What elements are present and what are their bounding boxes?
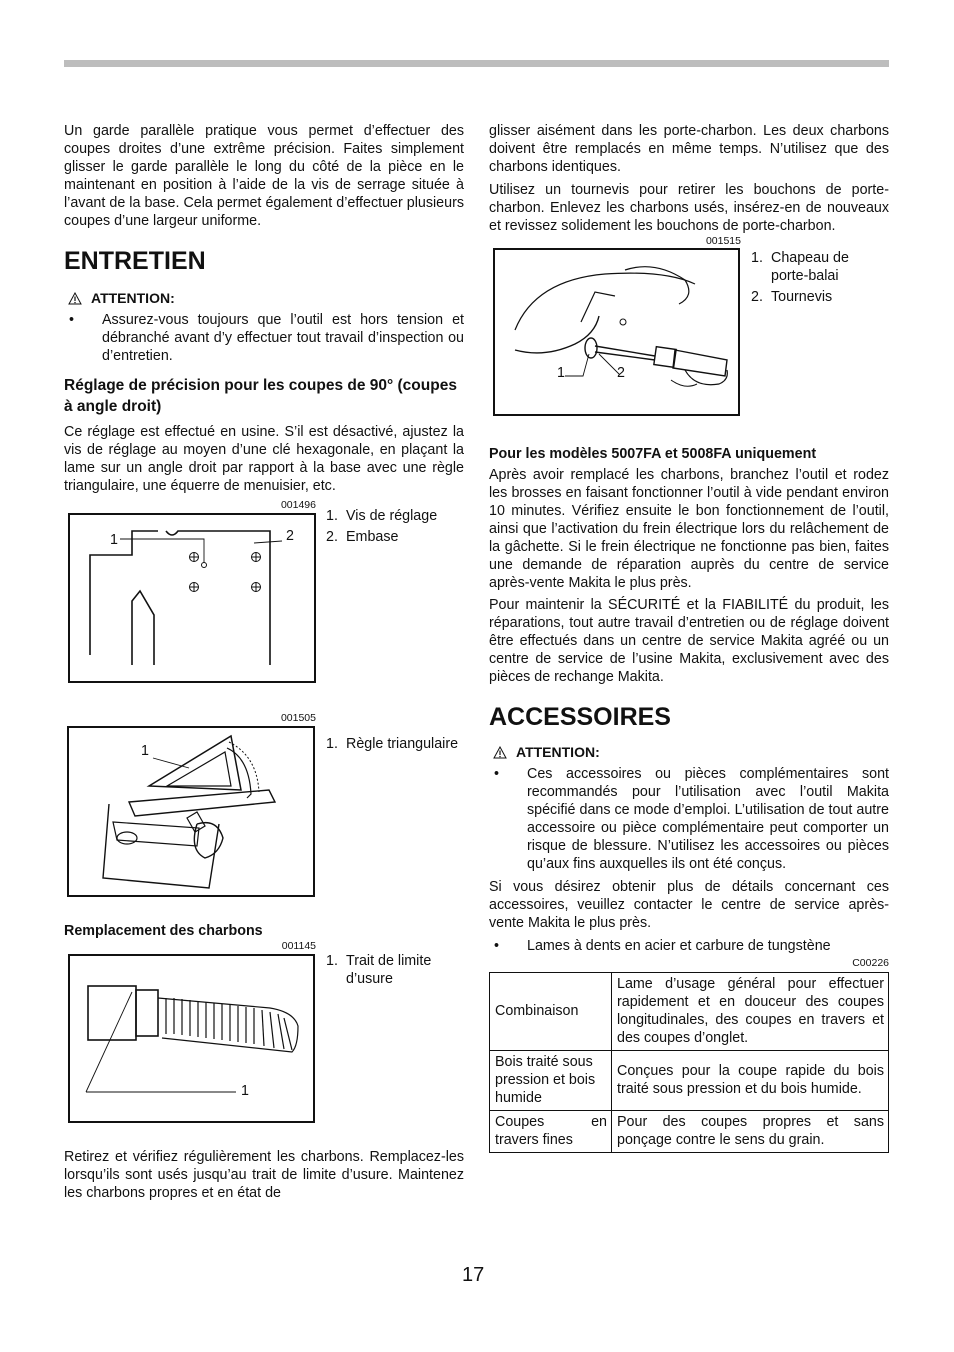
accessoires-heading: ACCESSOIRES [489,703,671,731]
charbons-heading: Remplacement des charbons [64,923,263,939]
figure-3-block [64,940,464,1128]
attention-bullet: • Ces accessoires ou pièces complémentaires sont recommandés pour l’utilisation avec l’outil Makita spécifié dans ce mode d’emploi. L’utilisation de tout autre accessoire ou pièce complémentaire peut comporter un risque de blessure. N’utilisez les accessoires ou pièces qu’aux fins auxquelles ils ont été conçus. [494,766,889,872]
legend-item: 1. Trait de limite d’usure [326,953,432,987]
legend-item: 1. Règle triangulaire [326,736,459,752]
legend-item: 2. Tournevis [751,289,833,305]
entretien-heading: ENTRETIEN [64,247,206,275]
table-cell-desc: Lame d’usage général pour effectuer rapidement et en douceur des coupes longitudinales, des coupes en travers et des coupes d’onglet. [612,973,889,1051]
figure-4-legend [751,249,891,306]
figure-4-brush-cap [493,248,740,416]
models-paragraph: Après avoir remplacé les charbons, branchez l’outil et rodez les brosses en faisant fonctionner l’outil à vide pendant environ 10 minutes. Vérifiez ensuite le bon fonctionnement de l’outil, ainsi que l’activation du frein électrique lors du relâchement de la gâchette. Si le frein électrique ne fonctionne pas bien, faites une demande de réparation auprès du centre de service après-vente Makita le plus près. [489,467,889,591]
charbons-paragraph: Retirez et vérifiez régulièrement les charbons. Remplacez-les lorsqu’ils sont usés jusqu’au trait de limite d’usure. Maintenez les charbons propres et en état de [64,1149,464,1201]
intro-paragraph: Un garde parallèle pratique vous permet d’effectuer des coupes droites d’une extrême précision. Faites simplement glisser le garde parallèle le long du côté de la pièce en le maintenant en position à l’aide de la vis de serrage située à l’avant de la base. Cela permet également d’effectuer plusieurs coupes d’une largeur uniforme. [64,123,464,229]
callout-2: 2 [617,365,625,381]
callout-2: 2 [286,528,294,544]
lames-bullet: • Lames à dents en acier et carbure de tungstène [494,938,831,954]
attention-label: ATTENTION: [489,743,889,761]
attention-label: ATTENTION: [64,289,464,307]
figure-1-adjust-screw [68,513,316,683]
continued-paragraph: glisser aisément dans les porte-charbon. Les deux charbons doivent être remplacés en même temps. N’utilisez que des charbons identiques. [489,123,889,175]
table-row [490,1051,889,1111]
figure-3-carbon-brush [68,954,315,1123]
figure-code: 001515 [705,235,741,247]
table-code: C00226 [852,957,889,969]
table-cell-desc: Conçues pour la coupe rapide du bois traité sous pression et du bois humide. [612,1051,889,1111]
warning-icon [68,292,82,305]
figure-1-legend [326,507,466,546]
table-cell-name: Bois traité sous pression et bois humide [490,1051,612,1111]
attention-bullet: • Assurez-vous toujours que l’outil est hors tension et débranché avant d’y effectuer tout travail d’inspection ou d’entretien. [69,312,464,364]
table-cell-name: Coupes en travers fines [490,1111,612,1153]
left-column [64,122,464,1202]
securite-paragraph: Pour maintenir la SÉCURITÉ et la FIABILITÉ du produit, les réparations, tout autre travail d’entretien ou de réglage doivent être effectués dans un centre de service Makita agréé ou un centre de service de l’usine Makita, exclusivement avec des pièces de rechange Makita. [489,597,889,685]
figure-code: 001496 [280,499,316,511]
right-column [489,122,889,1153]
table-row [490,973,889,1051]
models-heading: Pour les modèles 5007FA et 5008FA uniquement [489,446,817,462]
saw-drawing [69,728,313,895]
callout-1: 1 [141,743,149,759]
tournevis-paragraph: Utilisez un tournevis pour retirer les bouchons de porte-charbon. Enlevez les charbons usés, insérez-en de nouveaux et revissez solidement les bouchons de porte-charbon. [489,182,889,234]
details-paragraph: Si vous désirez obtenir plus de détails concernant ces accessoires, veuillez contacter le centre de service après-vente Makita le plus près. [489,879,889,931]
header-rule [64,60,889,67]
legend-item: 1. Chapeau de porte-balai [751,250,849,284]
callout-1: 1 [110,532,118,548]
reglage-paragraph: Ce réglage est effectué en usine. S’il est désactivé, ajustez la vis de réglage au moyen d’une clé hexagonale, en plaçant la lame sur un angle droit par rapport à la base avec une règle triangulaire, une équerre de menuisier, etc. [64,424,464,494]
figure-2-legend [326,735,466,753]
base-drawing [70,515,314,681]
figure-2-block [64,709,464,909]
figure-4-block [489,235,889,431]
blade-table [489,972,889,1153]
legend-item: 1. Vis de réglage [326,508,438,524]
callout-1: 1 [241,1083,249,1099]
table-cell-name: Combinaison [490,973,612,1051]
brush-drawing [70,956,313,1121]
callout-1: 1 [557,365,565,381]
screwdriver-drawing [495,250,738,414]
table-cell-desc: Pour des coupes propres et sans ponçage contre le sens du grain. [612,1111,889,1153]
figure-3-legend [326,952,466,988]
warning-icon [493,746,507,759]
figure-code: 001145 [281,940,316,952]
figure-2-triangle-rule [67,726,315,897]
figure-1-block [64,499,464,689]
figure-code: 001505 [280,712,316,724]
page-number: 17 [462,1264,485,1286]
legend-item: 2. Embase [326,529,399,545]
reglage-heading: Réglage de précision pour les coupes de 90° (coupes à angle droit) [64,377,457,415]
table-row [490,1111,889,1153]
